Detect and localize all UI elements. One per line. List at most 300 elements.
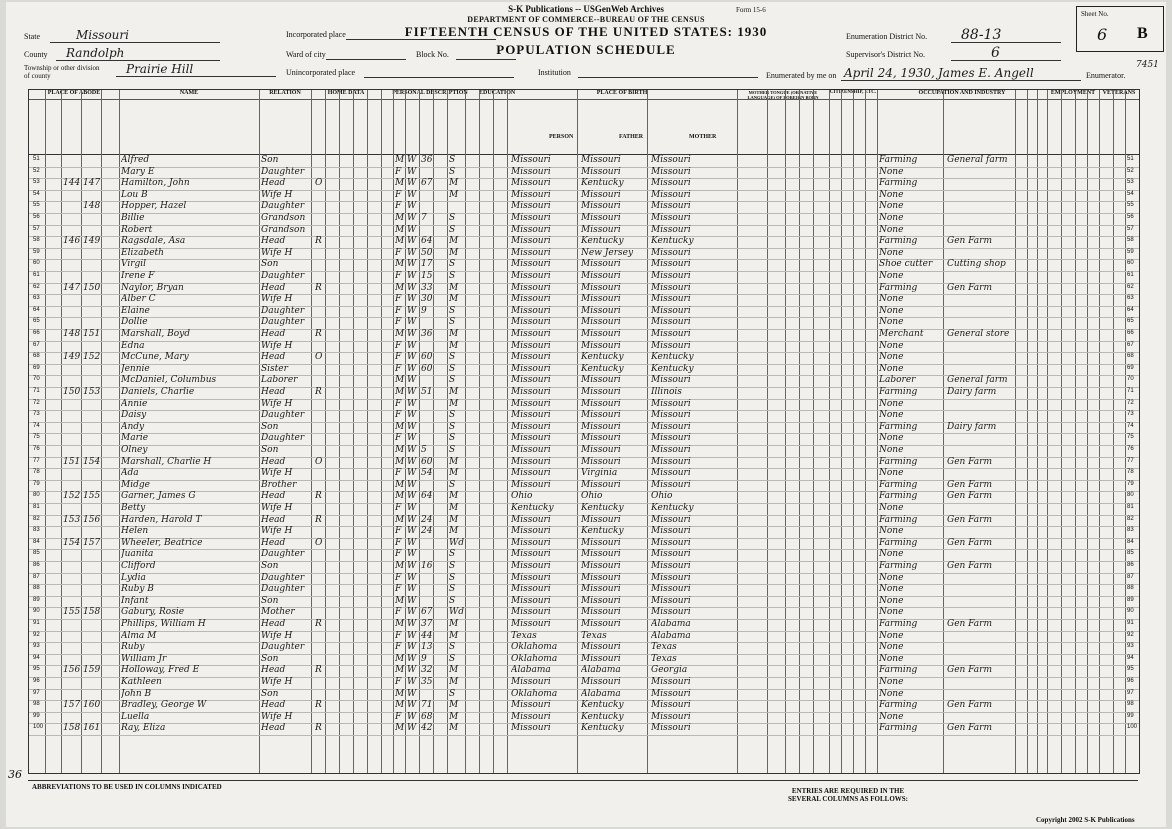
marital-status: S xyxy=(449,433,456,444)
marital-status: S xyxy=(449,305,456,316)
occupation: Farming xyxy=(879,421,918,432)
sex: F xyxy=(395,271,402,281)
dwelling-number: 154 xyxy=(63,537,81,548)
sex: M xyxy=(395,329,405,339)
relation: Head xyxy=(261,352,286,363)
occupation: Farming xyxy=(879,236,918,247)
section-place-of-birth: PLACE OF BIRTH xyxy=(507,90,737,100)
marital-status: M xyxy=(449,340,459,351)
line-number-right: 82 xyxy=(1127,515,1134,522)
relation: Daughter xyxy=(261,410,305,421)
birthplace-mother: Missouri xyxy=(651,259,691,270)
race: W xyxy=(407,282,417,293)
relation: Head xyxy=(261,619,286,629)
sex: M xyxy=(395,178,405,189)
line-number-right: 86 xyxy=(1127,562,1134,568)
line-number-right: 54 xyxy=(1127,190,1134,197)
person-name: Helen xyxy=(121,526,149,537)
line-number: 79 xyxy=(33,480,40,487)
section-relation: RELATION xyxy=(259,90,311,100)
birthplace-father: Missouri xyxy=(581,561,621,571)
line-number-right: 73 xyxy=(1127,411,1134,418)
birthplace-father: Missouri xyxy=(581,537,621,548)
sex: M xyxy=(395,665,405,676)
family-number: 152 xyxy=(83,352,101,363)
birthplace-mother: Missouri xyxy=(651,166,691,177)
marital-status: S xyxy=(449,572,456,583)
home-owned: O xyxy=(315,537,323,548)
relation: Daughter xyxy=(261,584,305,595)
line-number-right: 93 xyxy=(1127,643,1134,650)
race: W xyxy=(407,271,417,281)
line-number-right: 62 xyxy=(1127,283,1134,290)
birthplace-person: Missouri xyxy=(511,410,551,421)
line-number: 93 xyxy=(33,643,40,650)
race: W xyxy=(407,514,417,525)
birthplace-mother: Kentucky xyxy=(651,352,694,363)
birthplace-person: Missouri xyxy=(511,387,551,397)
sex: M xyxy=(395,491,405,502)
race: W xyxy=(407,688,417,699)
race: W xyxy=(407,456,417,467)
line-number: 78 xyxy=(33,469,40,476)
relation: Wife H xyxy=(261,398,293,409)
birthplace-mother: Missouri xyxy=(651,526,691,537)
family-number: 161 xyxy=(83,723,101,734)
relation: Son xyxy=(261,155,279,165)
marital-status: S xyxy=(449,410,456,421)
industry: Gen Farm xyxy=(947,723,993,734)
line-number: 84 xyxy=(33,538,40,545)
family-number: 157 xyxy=(83,537,101,548)
person-name: Clifford xyxy=(121,561,156,571)
race: W xyxy=(407,711,417,722)
person-name: Jennie xyxy=(121,363,150,374)
marital-status: M xyxy=(449,456,459,467)
race: W xyxy=(407,433,417,444)
relation: Head xyxy=(261,282,286,293)
supervisor-label: Supervisor's District No. xyxy=(846,50,925,59)
birthplace-father: Missouri xyxy=(581,514,621,525)
birthplace-mother: Missouri xyxy=(651,375,691,386)
birthplace-mother: Missouri xyxy=(651,514,691,525)
line-number: 88 xyxy=(33,585,40,592)
age: 42 xyxy=(421,723,433,734)
line-number-right: 88 xyxy=(1127,585,1134,592)
sex: F xyxy=(395,526,402,537)
birthplace-father: Missouri xyxy=(581,410,621,421)
relation: Son xyxy=(261,445,279,455)
line-number-right: 66 xyxy=(1127,330,1134,336)
marital-status: S xyxy=(449,584,456,595)
age: 24 xyxy=(421,514,433,525)
section-citizenship: CITIZENSHIP, ETC. xyxy=(829,90,877,100)
industry: General store xyxy=(947,329,1010,339)
birthplace-mother: Missouri xyxy=(651,271,691,281)
birthplace-mother: Missouri xyxy=(651,317,691,328)
marital-status: S xyxy=(449,352,456,363)
sex: F xyxy=(395,607,402,618)
birthplace-mother: Missouri xyxy=(651,155,691,165)
birthplace-person: Oklahoma xyxy=(511,688,558,699)
sex: M xyxy=(395,479,405,490)
person-name: Juanita xyxy=(121,549,154,560)
birthplace-father: Missouri xyxy=(581,595,621,606)
birthplace-person: Missouri xyxy=(511,572,551,583)
sex: M xyxy=(395,236,405,247)
person-name: McCune, Mary xyxy=(121,352,189,363)
occupation: None xyxy=(879,595,904,606)
birth-person-header: PERSON xyxy=(549,134,574,140)
industry: Dairy farm xyxy=(947,387,997,397)
family-number: 147 xyxy=(83,178,101,189)
race: W xyxy=(407,584,417,595)
birthplace-father: Kentucky xyxy=(581,700,624,711)
occupation: Farming xyxy=(879,723,918,734)
marital-status: S xyxy=(449,561,456,571)
section-home-data: HOME DATA xyxy=(311,90,381,100)
home-owned: R xyxy=(315,665,322,676)
race: W xyxy=(407,665,417,676)
person-name: Hamilton, John xyxy=(121,178,190,189)
birthplace-mother: Missouri xyxy=(651,456,691,467)
sex: F xyxy=(395,584,402,595)
person-name: Phillips, William H xyxy=(121,619,206,629)
line-number-right: 59 xyxy=(1127,248,1134,255)
marital-status: S xyxy=(449,224,456,235)
sex: F xyxy=(395,572,402,583)
enum-district-value: 88-13 xyxy=(961,27,1002,43)
line-number-right: 70 xyxy=(1127,376,1134,383)
section-place-of-abode: PLACE OF ABODE xyxy=(29,90,119,100)
birthplace-father: Missouri xyxy=(581,642,621,653)
race: W xyxy=(407,549,417,560)
line-number-right: 92 xyxy=(1127,631,1134,638)
person-name: Olney xyxy=(121,445,148,455)
race: W xyxy=(407,445,417,455)
sex: F xyxy=(395,317,402,328)
race: W xyxy=(407,236,417,247)
home-owned: R xyxy=(315,329,322,339)
birthplace-father: Missouri xyxy=(581,421,621,432)
person-name: Naylor, Bryan xyxy=(121,282,184,293)
marital-status: M xyxy=(449,329,459,339)
relation: Daughter xyxy=(261,271,305,281)
sex: F xyxy=(395,340,402,351)
birthplace-mother: Texas xyxy=(651,653,677,664)
population-table xyxy=(28,89,1140,774)
birthplace-person: Missouri xyxy=(511,398,551,409)
line-number-right: 76 xyxy=(1127,446,1134,452)
family-number: 150 xyxy=(83,282,101,293)
person-name: Alma M xyxy=(121,630,157,641)
marital-status: S xyxy=(449,271,456,281)
age: 32 xyxy=(421,665,433,676)
person-name: Hopper, Hazel xyxy=(121,201,187,212)
birthplace-person: Missouri xyxy=(511,584,551,595)
birthplace-mother: Missouri xyxy=(651,282,691,293)
occupation: Farming xyxy=(879,514,918,525)
birthplace-mother: Kentucky xyxy=(651,363,694,374)
relation: Wife H xyxy=(261,247,293,258)
birthplace-father: Missouri xyxy=(581,549,621,560)
birthplace-mother: Missouri xyxy=(651,561,691,571)
sex: F xyxy=(395,503,402,513)
relation: Wife H xyxy=(261,677,293,687)
abbreviations-title: ABBREVIATIONS TO BE USED IN COLUMNS INDICATED xyxy=(32,783,222,791)
birthplace-person: Missouri xyxy=(511,479,551,490)
sex: F xyxy=(395,247,402,258)
line-number: 56 xyxy=(33,214,40,220)
sex: F xyxy=(395,642,402,653)
home-owned: O xyxy=(315,178,323,189)
relation: Wife H xyxy=(261,503,293,513)
relation: Head xyxy=(261,329,286,339)
birthplace-person: Missouri xyxy=(511,456,551,467)
birthplace-mother: Missouri xyxy=(651,201,691,212)
occupation: Farming xyxy=(879,155,918,165)
birthplace-mother: Missouri xyxy=(651,479,691,490)
birthplace-father: Kentucky xyxy=(581,711,624,722)
margin-number: 36 xyxy=(8,768,22,781)
person-name: Wheeler, Beatrice xyxy=(121,537,203,548)
relation: Son xyxy=(261,653,279,664)
family-number: 151 xyxy=(83,329,101,339)
birthplace-mother: Kentucky xyxy=(651,236,694,247)
race: W xyxy=(407,630,417,641)
line-number: 70 xyxy=(33,376,40,383)
birthplace-person: Missouri xyxy=(511,723,551,734)
sex: F xyxy=(395,410,402,421)
age: 64 xyxy=(421,236,433,247)
dwelling-number: 153 xyxy=(63,514,81,525)
line-number: 64 xyxy=(33,306,40,313)
race: W xyxy=(407,653,417,664)
sex: F xyxy=(395,630,402,641)
marital-status: S xyxy=(449,166,456,177)
line-number-right: 51 xyxy=(1127,156,1134,162)
age: 5 xyxy=(421,445,427,455)
occupation: None xyxy=(879,607,904,618)
race: W xyxy=(407,189,417,200)
occupation: None xyxy=(879,503,904,513)
sex: M xyxy=(395,561,405,571)
birthplace-mother: Missouri xyxy=(651,468,691,479)
supervisor-value: 6 xyxy=(991,45,1000,61)
line-number-right: 60 xyxy=(1127,260,1134,267)
birthplace-mother: Missouri xyxy=(651,677,691,687)
occupation: None xyxy=(879,189,904,200)
age: 33 xyxy=(421,282,433,293)
relation: Son xyxy=(261,259,279,270)
occupation: None xyxy=(879,305,904,316)
marital-status: M xyxy=(449,468,459,479)
family-number: 154 xyxy=(83,456,101,467)
dwelling-number: 148 xyxy=(63,329,81,339)
relation: Daughter xyxy=(261,433,305,444)
line-number: 61 xyxy=(33,272,40,278)
census-sheet xyxy=(6,2,1166,827)
home-owned: R xyxy=(315,387,322,397)
birthplace-father: Missouri xyxy=(581,387,621,397)
birthplace-mother: Missouri xyxy=(651,421,691,432)
occupation: None xyxy=(879,445,904,455)
home-owned: R xyxy=(315,619,322,629)
industry: Gen Farm xyxy=(947,236,993,247)
marital-status: S xyxy=(449,479,456,490)
relation: Daughter xyxy=(261,201,305,212)
marital-status: S xyxy=(449,445,456,455)
age: 60 xyxy=(421,363,433,374)
line-number-right: 55 xyxy=(1127,202,1134,209)
line-number-right: 78 xyxy=(1127,469,1134,476)
sex: M xyxy=(395,375,405,386)
person-name: Ada xyxy=(121,468,139,479)
line-number: 91 xyxy=(33,620,40,626)
line-number-right: 81 xyxy=(1127,504,1134,510)
race: W xyxy=(407,468,417,479)
birthplace-mother: Missouri xyxy=(651,700,691,711)
home-owned: R xyxy=(315,700,322,711)
person-name: Marshall, Charlie H xyxy=(121,456,212,467)
birthplace-mother: Illinois xyxy=(651,387,682,397)
birthplace-person: Missouri xyxy=(511,433,551,444)
birthplace-mother: Missouri xyxy=(651,723,691,734)
birthplace-father: Missouri xyxy=(581,398,621,409)
person-name: Kathleen xyxy=(121,677,162,687)
occupation: None xyxy=(879,398,904,409)
race: W xyxy=(407,619,417,629)
home-owned: R xyxy=(315,491,322,502)
marital-status: M xyxy=(449,236,459,247)
relation: Laborer xyxy=(261,375,298,386)
age: 16 xyxy=(421,561,433,571)
person-name: William Jr xyxy=(121,653,167,664)
race: W xyxy=(407,259,417,270)
birthplace-father: Virginia xyxy=(581,468,618,479)
sheet-side: B xyxy=(1137,25,1148,42)
age: 24 xyxy=(421,526,433,537)
sex: F xyxy=(395,352,402,363)
age: 51 xyxy=(421,387,433,397)
line-number: 60 xyxy=(33,260,40,267)
dwelling-number: 147 xyxy=(63,282,81,293)
industry: Gen Farm xyxy=(947,561,993,571)
dwelling-number: 151 xyxy=(63,456,81,467)
person-name: Ruby B xyxy=(121,584,154,595)
race: W xyxy=(407,352,417,363)
occupation: None xyxy=(879,294,904,305)
race: W xyxy=(407,491,417,502)
dwelling-number: 152 xyxy=(63,491,81,502)
age: 9 xyxy=(421,653,427,664)
age: 30 xyxy=(421,294,433,305)
relation: Daughter xyxy=(261,166,305,177)
birthplace-father: Missouri xyxy=(581,456,621,467)
dwelling-number: 158 xyxy=(63,723,81,734)
marital-status: M xyxy=(449,619,459,629)
line-number-right: 91 xyxy=(1127,620,1134,626)
line-number: 51 xyxy=(33,156,40,162)
race: W xyxy=(407,375,417,386)
birthplace-person: Missouri xyxy=(511,445,551,455)
township-value: Prairie Hill xyxy=(126,62,194,76)
relation: Daughter xyxy=(261,317,305,328)
person-name: Luella xyxy=(121,711,150,722)
race: W xyxy=(407,340,417,351)
relation: Sister xyxy=(261,363,288,374)
birthplace-person: Missouri xyxy=(511,224,551,235)
marital-status: Wd xyxy=(449,607,465,618)
line-number: 58 xyxy=(33,237,40,244)
relation: Head xyxy=(261,178,286,189)
birthplace-father: Missouri xyxy=(581,375,621,386)
line-number: 81 xyxy=(33,504,40,510)
person-name: Dollie xyxy=(121,317,148,328)
sex: M xyxy=(395,653,405,664)
relation: Daughter xyxy=(261,549,305,560)
sex: M xyxy=(395,421,405,432)
enumerator-label: Enumerator. xyxy=(1086,71,1126,80)
line-number: 69 xyxy=(33,364,40,371)
birthplace-person: Missouri xyxy=(511,166,551,177)
occupation: None xyxy=(879,653,904,664)
marital-status: M xyxy=(449,178,459,189)
race: W xyxy=(407,642,417,653)
enumeration-date: April 24, 1930, xyxy=(844,66,935,80)
race: W xyxy=(407,166,417,177)
family-number: 149 xyxy=(83,236,101,247)
marital-status: M xyxy=(449,491,459,502)
age: 60 xyxy=(421,456,433,467)
line-number: 62 xyxy=(33,283,40,290)
line-number-right: 65 xyxy=(1127,318,1134,325)
birthplace-person: Missouri xyxy=(511,247,551,258)
birthplace-person: Missouri xyxy=(511,294,551,305)
marital-status: S xyxy=(449,213,456,223)
line-number: 90 xyxy=(33,608,40,615)
sex: M xyxy=(395,619,405,629)
marital-status: M xyxy=(449,526,459,537)
sex: M xyxy=(395,282,405,293)
entries-title: ENTRIES ARE REQUIRED IN THE SEVERAL COLUMNS AS FOLLOWS: xyxy=(788,787,908,803)
industry: Gen Farm xyxy=(947,665,993,676)
birthplace-mother: Kentucky xyxy=(651,503,694,513)
relation: Wife H xyxy=(261,630,293,641)
occupation: Farming xyxy=(879,491,918,502)
marital-status: S xyxy=(449,595,456,606)
occupation: None xyxy=(879,271,904,281)
occupation: None xyxy=(879,166,904,177)
occupation: Farming xyxy=(879,665,918,676)
race: W xyxy=(407,201,417,212)
person-name: McDaniel, Columbus xyxy=(121,375,217,386)
home-owned: O xyxy=(315,352,323,363)
line-number: 71 xyxy=(33,388,40,394)
state-label: State xyxy=(24,32,40,41)
birthplace-father: Missouri xyxy=(581,619,621,629)
birthplace-father: Missouri xyxy=(581,584,621,595)
line-number: 86 xyxy=(33,562,40,568)
line-number-right: 56 xyxy=(1127,214,1134,220)
line-number-right: 97 xyxy=(1127,689,1134,696)
birthplace-person: Missouri xyxy=(511,271,551,281)
race: W xyxy=(407,526,417,537)
line-number: 76 xyxy=(33,446,40,452)
age: 64 xyxy=(421,491,433,502)
line-number-right: 90 xyxy=(1127,608,1134,615)
race: W xyxy=(407,305,417,316)
